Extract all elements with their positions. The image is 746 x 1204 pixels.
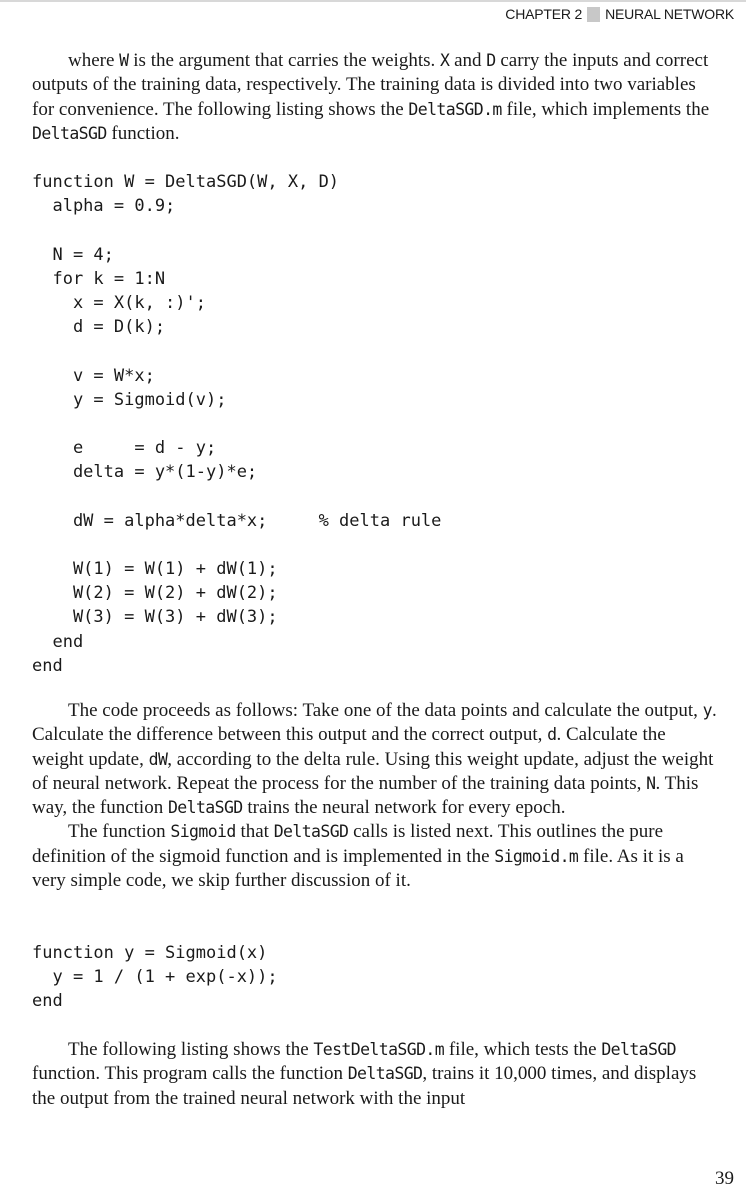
code-line: dW = alpha*delta*x; % delta rule [32, 510, 442, 531]
inline-code: DeltaSGD [601, 1040, 677, 1059]
code-line: end [32, 655, 63, 676]
code-line: x = X(k, :)'; [32, 292, 206, 313]
inline-code: DeltaSGD [273, 822, 349, 842]
code-listing-deltasgd [32, 170, 441, 678]
paragraph-3: The function Sigmoid that DeltaSGD calls is listed next. This outlines the pure definition of the sigmoid function and is implemented in the Sigmoid.m file. As it is a very simple code, we skip further discussion of it. [32, 821, 684, 892]
code-line: N = 4; [32, 244, 114, 265]
paragraph-text: The code proceeds as follows: Take one of the data points and calculate the output, y. Calculate the difference between this output and the correct output, d. Calculate the weight update, dW, according to the delta rule. Using this weight update, adjust the weight of neural network. Repeat the process for the number of the training data points, N. This way, the function DeltaSGD trains the neural network for every epoch. [32, 700, 717, 819]
code-line: W(1) = W(1) + dW(1); [32, 559, 278, 579]
code-line: alpha = 0.9; [32, 196, 176, 217]
inline-code: DeltaSGD [347, 1064, 423, 1084]
code-line: y = Sigmoid(v); [32, 389, 227, 410]
code-line: d = D(k); [32, 317, 166, 338]
header-separator [587, 7, 600, 22]
code-line [32, 484, 441, 508]
code-line: end [32, 631, 84, 652]
code-line [32, 218, 441, 242]
inline-code: W [119, 51, 129, 70]
inline-code: DeltaSGD.m [408, 99, 502, 119]
page-number: 39 [715, 1168, 734, 1189]
code-line: function W = DeltaSGD(W, X, D) [32, 172, 340, 192]
code-line [32, 533, 441, 557]
inline-code: dW [148, 749, 168, 769]
code-listing-sigmoid [32, 941, 278, 1014]
paragraph-2 [32, 699, 722, 893]
top-rule [0, 0, 746, 2]
inline-code: D [486, 51, 496, 70]
inline-code: DeltaSGD [32, 123, 107, 143]
inline-code: d [547, 725, 557, 745]
code-line: v = W*x; [32, 365, 155, 386]
code-line [32, 412, 441, 436]
code-line: delta = y*(1-y)*e; [32, 462, 258, 483]
code-line: for k = 1:N [32, 268, 166, 289]
code-line: W(2) = W(2) + dW(2); [32, 583, 278, 604]
code-line: y = 1 / (1 + exp(-x)); [32, 967, 278, 988]
code-line: W(3) = W(3) + dW(3); [32, 607, 278, 628]
paragraph-1 [32, 49, 722, 146]
inline-code: TestDeltaSGD.m [313, 1040, 445, 1059]
paragraph-text: where W is the argument that carries the weights. X and D carry the inputs and correct outputs of the training data, respectively. The training data is divided into two variables for convenience. The following listing shows the DeltaSGD.m file, which implements the DeltaSGD function. [32, 50, 710, 144]
inline-code: X [440, 51, 450, 70]
code-line: e = d - y; [32, 438, 217, 459]
code-line: function y = Sigmoid(x) [32, 943, 268, 963]
paragraph-text: The following listing shows the TestDeltaSGD.m file, which tests the DeltaSGD function. This program calls the function DeltaSGD, trains it 10,000 times, and displays the output from the trained neural network with the input [32, 1039, 697, 1109]
inline-code: y [702, 701, 712, 720]
inline-code: Sigmoid [170, 822, 236, 842]
inline-code: DeltaSGD [167, 798, 243, 818]
running-header [505, 4, 734, 24]
inline-code: Sigmoid.m [494, 846, 579, 866]
chapter-title: NEURAL NETWORK [605, 6, 734, 22]
inline-code: N [646, 773, 656, 793]
code-line: end [32, 991, 63, 1012]
paragraph-4 [32, 1038, 722, 1111]
chapter-label: CHAPTER 2 [505, 6, 583, 22]
code-line [32, 339, 441, 363]
